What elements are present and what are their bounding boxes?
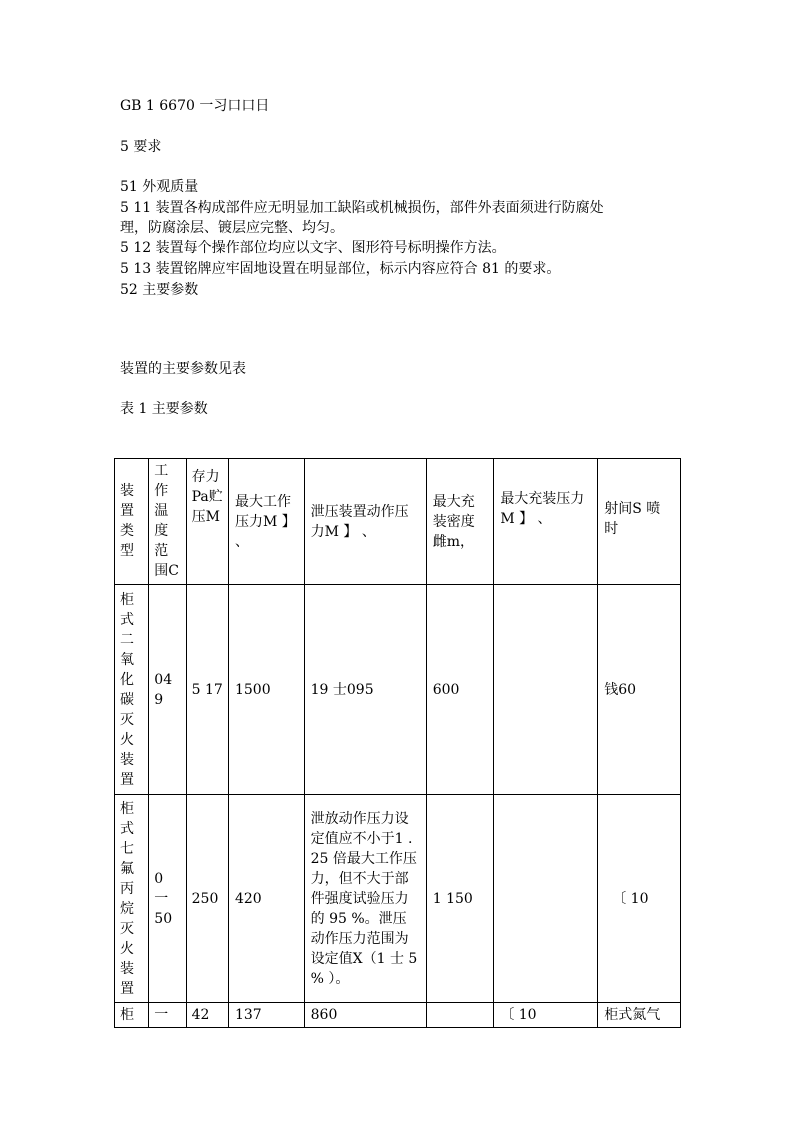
cell-device-type: 柜式七氟丙烷灭火装置 bbox=[115, 795, 149, 1003]
table-row bbox=[115, 1003, 681, 1028]
cell-storage-pressure: 42 bbox=[186, 1003, 228, 1028]
requirement-512: 5 12 装置每个操作部位均应以文字、图形符号标明操作方法。 bbox=[120, 240, 506, 256]
table-row bbox=[115, 795, 681, 1003]
header-discharge-time: 射间S 喷时 bbox=[598, 459, 681, 585]
header-working-temperature: 工作温度范围C bbox=[149, 459, 186, 585]
cell-working-temperature: 一 bbox=[149, 1003, 186, 1028]
cell-device-type: 柜 bbox=[115, 1003, 149, 1028]
cell-max-fill-pressure bbox=[494, 795, 598, 1003]
cell-max-working-pressure: 420 bbox=[228, 795, 304, 1003]
table-intro: 装置的主要参数见表 bbox=[120, 361, 246, 377]
cell-max-fill-density: 600 bbox=[426, 585, 494, 795]
table-header-row bbox=[115, 459, 681, 585]
cell-relief-pressure: 泄放动作压力设定值应不小于1 . 25 倍最大工作压力，但不大于部件强度试验压力的 95 %。泄压动作压力范围为设定值X（1 士 5 % ）。 bbox=[304, 795, 426, 1003]
cell-storage-pressure: 5 17 bbox=[186, 585, 228, 795]
cell-device-type: 柜式二氧化碳灭火装置 bbox=[115, 585, 149, 795]
header-max-fill-pressure: 最大充装压力M 】 、 bbox=[494, 459, 598, 585]
cell-relief-pressure: 19 士095 bbox=[304, 585, 426, 795]
header-device-type: 装置类型 bbox=[115, 459, 149, 585]
header-max-fill-density: 最大充装密度雌m， bbox=[426, 459, 494, 585]
cell-max-fill-pressure bbox=[494, 585, 598, 795]
cell-max-working-pressure: 137 bbox=[228, 1003, 304, 1028]
table-title: 表 1 主要参数 bbox=[120, 401, 208, 417]
document-header: GB 1 6670 一习口口日 bbox=[120, 98, 270, 114]
requirement-511-line2: 理，防腐涂层、镀层应完整、均匀。 bbox=[120, 220, 344, 236]
cell-max-fill-density bbox=[426, 1003, 494, 1028]
requirement-511-line1: 5 11 装置各构成部件应无明显加工缺陷或机械损伤，部件外表面须进行防腐处 bbox=[120, 200, 604, 216]
cell-working-temperature: 0 一 50 bbox=[149, 795, 186, 1003]
section-heading-52: 52 主要参数 bbox=[120, 282, 199, 298]
table-row bbox=[115, 585, 681, 795]
cell-max-fill-pressure: 〔 10 bbox=[494, 1003, 598, 1028]
cell-max-fill-density: 1 150 bbox=[426, 795, 494, 1003]
cell-discharge-time: 柜式氮气 bbox=[598, 1003, 681, 1028]
cell-working-temperature: 049 bbox=[149, 585, 186, 795]
header-relief-pressure: 泄压装置动作压力M 】 、 bbox=[304, 459, 426, 585]
main-parameters-table bbox=[114, 458, 681, 1028]
requirement-513: 5 13 装置铭牌应牢固地设置在明显部位，标示内容应符合 81 的要求。 bbox=[120, 261, 561, 277]
header-max-working-pressure: 最大工作压力M 】 、 bbox=[228, 459, 304, 585]
header-storage-pressure: 存力Pa贮压M bbox=[186, 459, 228, 585]
cell-max-working-pressure: 1500 bbox=[228, 585, 304, 795]
cell-discharge-time: 钱60 bbox=[598, 585, 681, 795]
cell-storage-pressure: 250 bbox=[186, 795, 228, 1003]
cell-discharge-time: 〔 10 bbox=[598, 795, 681, 1003]
section-heading-51: 51 外观质量 bbox=[120, 179, 199, 195]
section-heading-5: 5 要求 bbox=[120, 139, 162, 155]
cell-relief-pressure: 860 bbox=[304, 1003, 426, 1028]
